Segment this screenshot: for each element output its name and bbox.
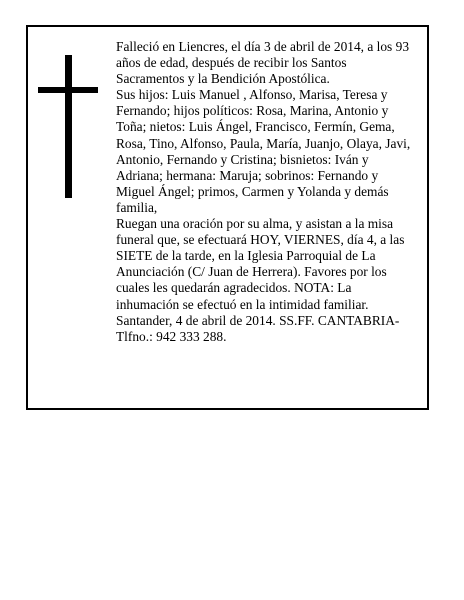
cross-horizontal-bar xyxy=(38,87,98,93)
family-paragraph: Sus hijos: Luis Manuel , Alfonso, Marisa, Teresa y Fernando; hijos políticos: Rosa, Marina, Antonio y Toña; nietos: Luis Ángel, Francisco, Fermín, Gema, Rosa, Tino, Alfonso, Paula, María, Juanjo, Olaya, Javi, Antonio, Fernando y Cristina; bisnietos: Iván y Adriana; hermana: Maruja; sobrinos: Fernando y Miguel Ángel; primos, Carmen y Yolanda y demás familia, xyxy=(116,87,411,215)
funeral-paragraph: Ruegan una oración por su alma, y asistan a la misa funeral que, se efectuará HOY, VIERNES, día 4, a las SIETE de la tarde, en la Iglesia Parroquial de La Anunciación (C/ Juan de Herrera). Favores por los cuales les quedarán agradecidos. NOTA: La inhumación se efectuó en la intimidad familiar. xyxy=(116,216,405,312)
signature-paragraph: Santander, 4 de abril de 2014. SS.FF. CANTABRIA-Tlfno.: 942 333 288. xyxy=(116,312,400,344)
notice-text xyxy=(116,39,416,345)
obituary-notice xyxy=(26,25,429,410)
cross-vertical-bar xyxy=(65,55,72,198)
cross-icon xyxy=(38,55,98,198)
announcement-paragraph: Falleció en Liencres, el día 3 de abril de 2014, a los 93 años de edad, después de recibir los Santos Sacramentos y la Bendición Apostólica. xyxy=(116,39,410,87)
